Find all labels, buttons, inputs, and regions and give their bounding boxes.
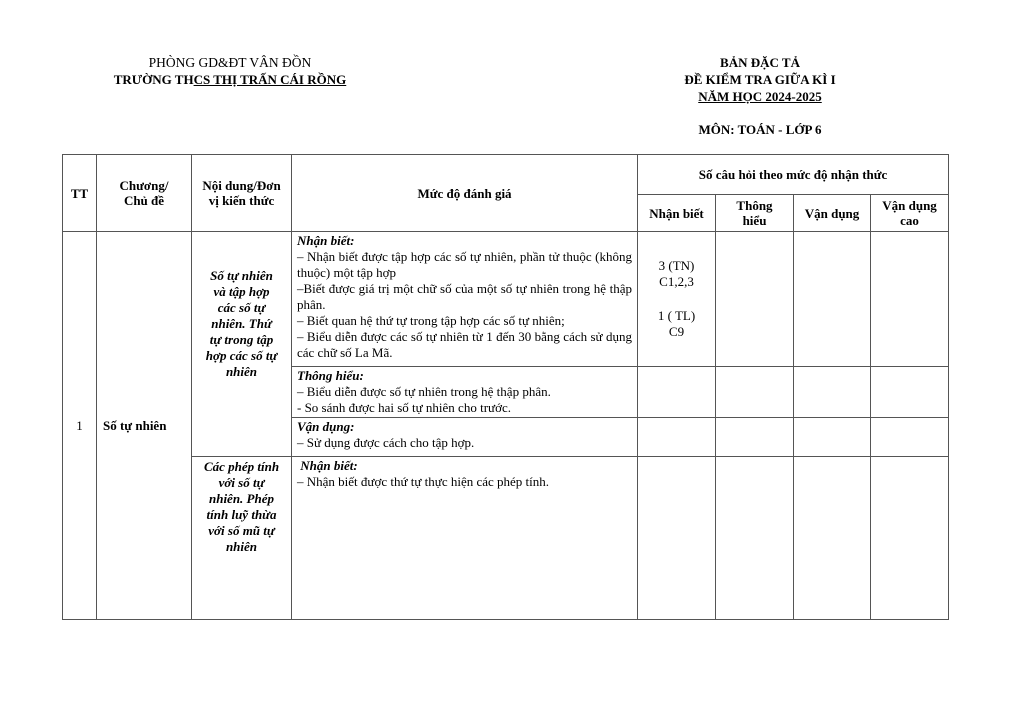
department-name: PHÒNG GD&ĐT VÂN ĐỒN bbox=[148, 55, 312, 70]
level-label: Nhận biết: bbox=[297, 458, 358, 473]
list-item: – Sử dụng được cách cho tập hợp. bbox=[297, 435, 475, 450]
unit1-understand-cell bbox=[292, 367, 638, 418]
unit1-recognize-count: 3 (TN) C1,2,3 1 ( TL) C9 bbox=[638, 232, 716, 367]
level-label: Nhận biết: bbox=[297, 233, 355, 248]
list-item: – Nhận biết được thứ tự thực hiện các phép tính. bbox=[297, 474, 550, 489]
empty-cell bbox=[716, 232, 794, 367]
col-header-assessment: Mức độ đánh giá bbox=[292, 155, 638, 232]
empty-cell bbox=[716, 457, 794, 620]
col-header-chapter: Chương/ Chủ đề bbox=[97, 155, 192, 232]
empty-cell bbox=[871, 232, 949, 367]
col-header-questions: Số câu hỏi theo mức độ nhận thức bbox=[638, 155, 949, 195]
level-label: Thông hiểu: bbox=[297, 368, 364, 383]
unit-2: Các phép tính với số tự nhiên. Phép tính luỹ thừa với số mũ tự nhiên bbox=[192, 457, 292, 620]
empty-cell bbox=[716, 367, 794, 418]
row-number: 1 bbox=[63, 232, 97, 620]
col-header-tt: TT bbox=[63, 155, 97, 232]
list-item: – Nhận biết được tập hợp các số tự nhiên, phần tử thuộc (không thuộc) một tập hợp bbox=[297, 249, 632, 280]
empty-cell bbox=[794, 232, 871, 367]
list-item: –Biết được giá trị một chữ số của một số tự nhiên trong hệ thập phân. bbox=[297, 281, 632, 312]
unit2-recognize-cell bbox=[292, 457, 638, 620]
empty-cell bbox=[794, 367, 871, 418]
empty-cell bbox=[871, 367, 949, 418]
col-header-recognize: Nhận biết bbox=[638, 195, 716, 232]
list-item: – Biết quan hệ thứ tự trong tập hợp các số tự nhiên; bbox=[297, 313, 565, 328]
col-header-understand: Thông hiểu bbox=[716, 195, 794, 232]
empty-cell bbox=[638, 418, 716, 457]
header-row-1 bbox=[63, 155, 949, 195]
specification-table bbox=[62, 154, 949, 620]
school-header bbox=[80, 54, 380, 88]
empty-cell bbox=[638, 367, 716, 418]
list-item: – Biểu diễn được các số tự nhiên từ 1 đến 30 bằng cách sử dụng các chữ số La Mã. bbox=[297, 329, 632, 360]
table-row bbox=[63, 232, 949, 367]
list-item: - So sánh được hai số tự nhiên cho trước. bbox=[297, 400, 511, 415]
unit-1: Số tự nhiên và tập hợp các số tự nhiên. Thứ tự trong tập hợp các số tự nhiên bbox=[192, 232, 292, 457]
table-row bbox=[63, 457, 949, 620]
school-name: TRƯỜNG THCS THỊ TRẤN CÁI RỒNG bbox=[113, 72, 347, 87]
level-label: Vận dụng: bbox=[297, 419, 355, 434]
document-header bbox=[600, 54, 920, 138]
document-title: BẢN ĐẶC TẢ bbox=[720, 55, 800, 70]
school-year: NĂM HỌC 2024-2025 bbox=[698, 89, 822, 104]
empty-cell bbox=[871, 418, 949, 457]
unit1-apply-cell bbox=[292, 418, 638, 457]
empty-cell bbox=[794, 418, 871, 457]
list-item: – Biểu diễn được số tự nhiên trong hệ thập phân. bbox=[297, 384, 551, 399]
empty-cell bbox=[794, 457, 871, 620]
unit1-recognize-cell bbox=[292, 232, 638, 367]
empty-cell bbox=[716, 418, 794, 457]
chapter-name: Số tự nhiên bbox=[97, 232, 192, 620]
col-header-apply: Vận dụng bbox=[794, 195, 871, 232]
empty-cell bbox=[638, 457, 716, 620]
empty-cell bbox=[871, 457, 949, 620]
exam-title: ĐỀ KIỂM TRA GIỮA KÌ I bbox=[684, 72, 836, 87]
subject-line: MÔN: TOÁN - LỚP 6 bbox=[698, 122, 822, 137]
col-header-unit: Nội dung/Đơn vị kiến thức bbox=[192, 155, 292, 232]
col-header-apply-high: Vận dụng cao bbox=[871, 195, 949, 232]
